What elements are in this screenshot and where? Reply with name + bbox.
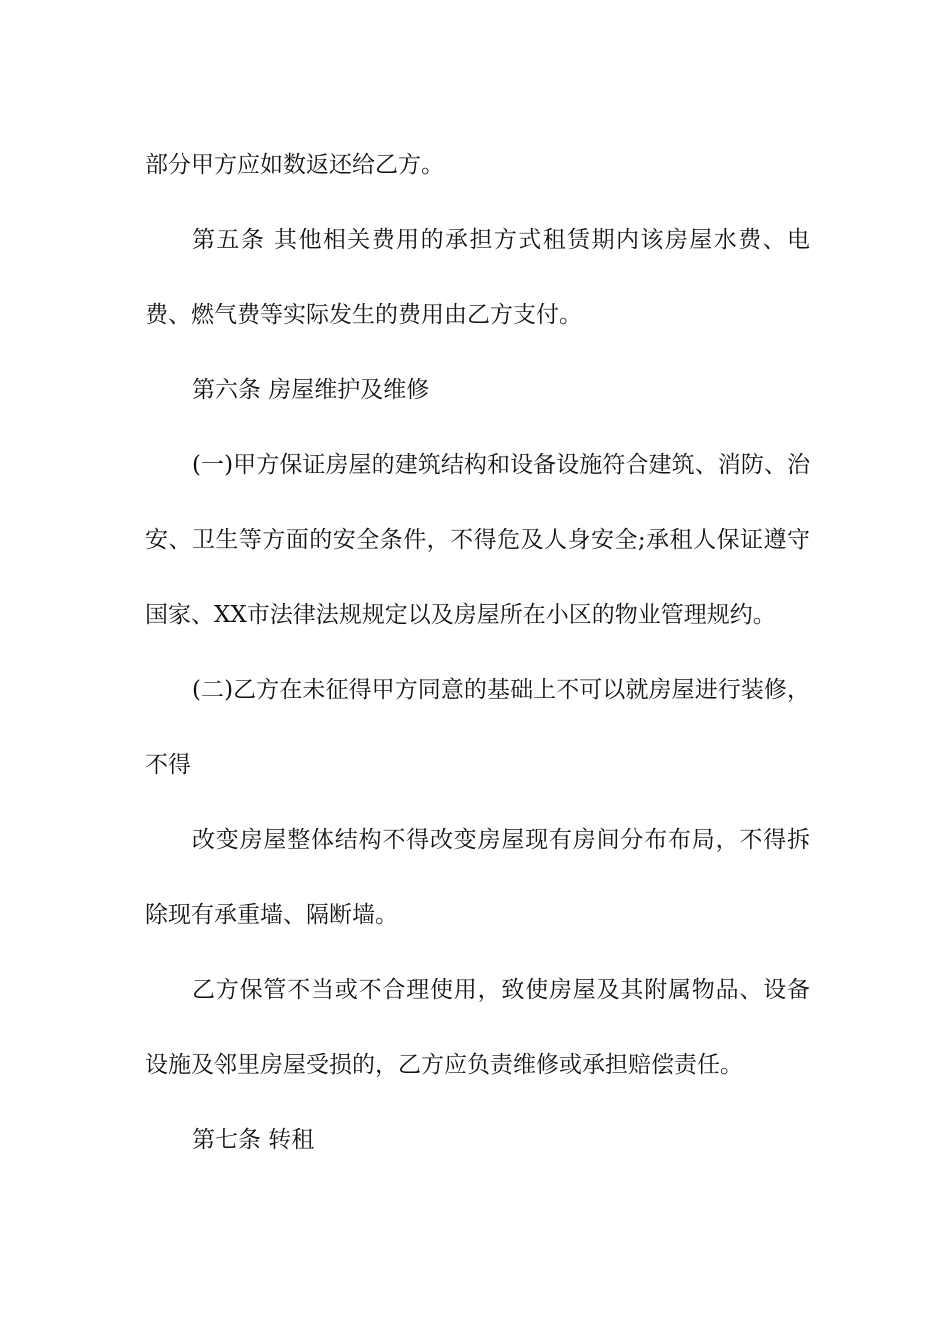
paragraph-article-6-heading: 第六条 房屋维护及维修 [192, 377, 430, 403]
paragraph-damage-liability: 乙方保管不当或不合理使用，致使房屋及其附属物品、设备设施及邻里房屋受损的，乙方应负责维修或承担赔偿责任。 [145, 977, 810, 1078]
paragraph-return-deposit: 部分甲方应如数返还给乙方。 [145, 152, 444, 178]
document-body [145, 128, 810, 1178]
paragraph-article-7-heading: 第七条 转租 [192, 1127, 315, 1153]
paragraph-article-6-item-2: (二)乙方在未征得甲方同意的基础上不可以就房屋进行装修，不得 [145, 677, 810, 778]
paragraph-structure-change: 改变房屋整体结构不得改变房屋现有房间分布布局，不得拆除现有承重墙、隔断墙。 [145, 827, 810, 928]
paragraph-article-6-item-1: (一)甲方保证房屋的建筑结构和设备设施符合建筑、消防、治安、卫生等方面的安全条件，不得危及人身安全;承租人保证遵守国家、XX市法律法规规定以及房屋所在小区的物业管理规约。 [145, 452, 810, 628]
paragraph-article-5: 第五条 其他相关费用的承担方式租赁期内该房屋水费、电费、燃气费等实际发生的费用由乙方支付。 [145, 227, 810, 328]
